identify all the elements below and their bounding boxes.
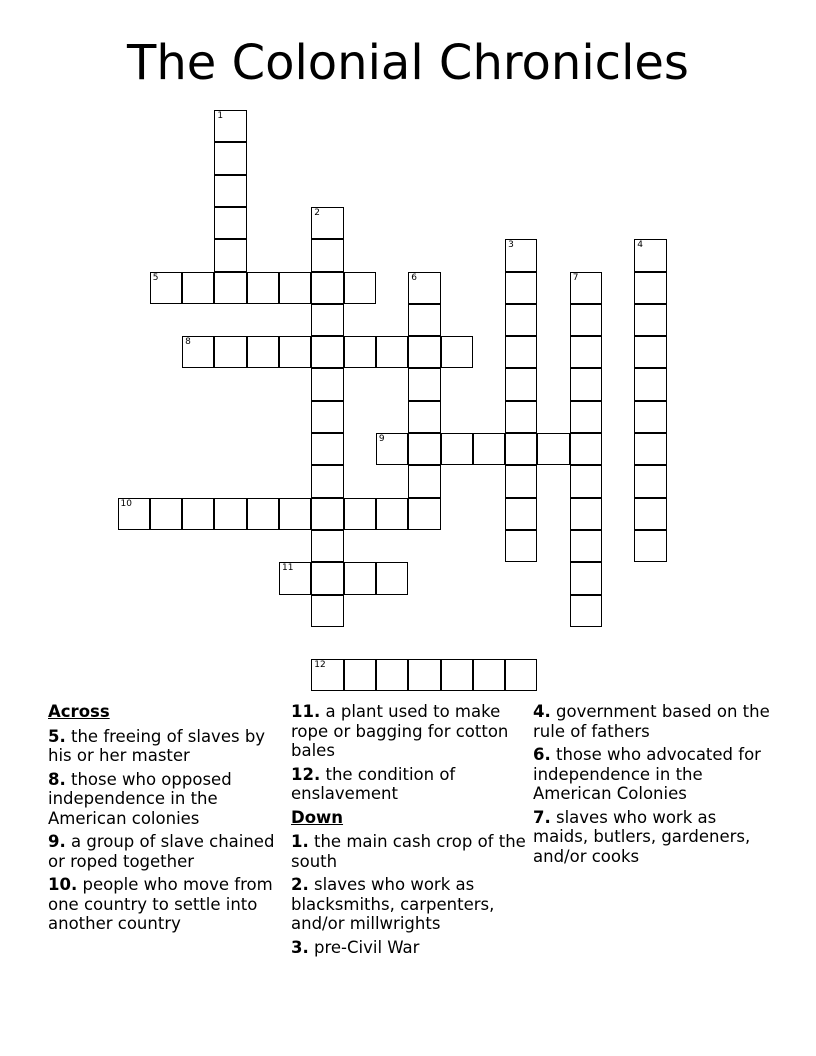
clue-down-7: 7. slaves who work as maids, butlers, gardeners, and/or cooks bbox=[533, 807, 751, 866]
grid-cell[interactable] bbox=[311, 207, 343, 239]
grid-cell[interactable] bbox=[311, 659, 343, 691]
grid-cell[interactable] bbox=[634, 368, 666, 400]
grid-cell[interactable] bbox=[376, 433, 408, 465]
grid-cell[interactable] bbox=[311, 272, 343, 304]
clue-down-4: 4. government based on the rule of fathers bbox=[533, 702, 770, 741]
page-title: The Colonial Chronicles bbox=[127, 35, 689, 91]
grid-cell[interactable] bbox=[441, 336, 473, 368]
cell-number: 3 bbox=[508, 240, 514, 251]
grid-cell[interactable] bbox=[408, 498, 440, 530]
clue-across-10: 10. people who move from one country to settle into another country bbox=[48, 875, 273, 933]
grid-cell[interactable] bbox=[311, 401, 343, 433]
grid-cell[interactable] bbox=[441, 659, 473, 691]
grid-cell[interactable] bbox=[408, 433, 440, 465]
cell-number: 1 bbox=[217, 111, 224, 121]
grid-cell[interactable] bbox=[311, 465, 343, 497]
clues-column-1 bbox=[48, 702, 286, 938]
grid-cell[interactable] bbox=[505, 659, 537, 691]
grid-cell[interactable] bbox=[311, 530, 343, 562]
grid-cell[interactable] bbox=[311, 336, 343, 368]
grid-cell[interactable] bbox=[376, 562, 408, 594]
grid-cell[interactable] bbox=[214, 207, 246, 239]
grid-cell[interactable] bbox=[570, 272, 602, 304]
grid-cell[interactable] bbox=[570, 401, 602, 433]
grid-cell[interactable] bbox=[214, 142, 246, 174]
grid-cell[interactable] bbox=[570, 595, 602, 627]
cell-number: 7 bbox=[572, 272, 579, 283]
grid-cell[interactable] bbox=[505, 498, 537, 530]
grid-cell[interactable] bbox=[634, 465, 666, 497]
grid-cell[interactable] bbox=[311, 562, 343, 594]
grid-cell[interactable] bbox=[150, 272, 182, 304]
grid-cell[interactable] bbox=[505, 530, 537, 562]
clue-down-3: 3. pre-Civil War bbox=[291, 937, 420, 957]
grid-cell[interactable] bbox=[279, 498, 311, 530]
cell-number: 9 bbox=[378, 434, 385, 444]
grid-cell[interactable] bbox=[570, 336, 602, 368]
grid-cell[interactable] bbox=[570, 498, 602, 530]
grid-cell[interactable] bbox=[408, 304, 440, 336]
grid-cell[interactable] bbox=[182, 272, 214, 304]
grid-cell[interactable] bbox=[376, 659, 408, 691]
grid-cell[interactable] bbox=[214, 272, 246, 304]
grid-cell[interactable] bbox=[505, 239, 537, 271]
grid-cell[interactable] bbox=[634, 433, 666, 465]
grid-cell[interactable] bbox=[182, 336, 214, 368]
grid-cell[interactable] bbox=[505, 433, 537, 465]
grid-cell[interactable] bbox=[473, 659, 505, 691]
grid-cell[interactable] bbox=[570, 465, 602, 497]
grid-cell[interactable] bbox=[279, 272, 311, 304]
clue-across-9: 9. a group of slave chained or roped together bbox=[48, 832, 275, 871]
grid-cell[interactable] bbox=[376, 498, 408, 530]
grid-cell[interactable] bbox=[408, 465, 440, 497]
cell-number: 2 bbox=[314, 207, 321, 218]
grid-cell[interactable] bbox=[182, 498, 214, 530]
grid-cell[interactable] bbox=[505, 401, 537, 433]
grid-cell[interactable] bbox=[344, 562, 376, 594]
grid-cell[interactable] bbox=[634, 498, 666, 530]
grid-cell[interactable] bbox=[376, 336, 408, 368]
cell-number: 10 bbox=[120, 498, 132, 509]
across-heading: Across bbox=[48, 702, 110, 721]
grid-cell[interactable] bbox=[537, 433, 569, 465]
grid-cell[interactable] bbox=[279, 336, 311, 368]
cell-number: 5 bbox=[152, 272, 159, 283]
cell-number: 12 bbox=[314, 660, 326, 671]
grid-cell[interactable] bbox=[634, 304, 666, 336]
grid-cell[interactable] bbox=[473, 433, 505, 465]
grid-cell[interactable] bbox=[634, 401, 666, 433]
cell-number: 4 bbox=[637, 240, 644, 251]
grid-cell[interactable] bbox=[344, 336, 376, 368]
grid-cell[interactable] bbox=[634, 239, 666, 271]
clue-across-8: 8. those who opposed independence in the American colonies bbox=[48, 769, 232, 828]
grid-cell[interactable] bbox=[505, 304, 537, 336]
grid-cell[interactable] bbox=[344, 498, 376, 530]
clues-column-3 bbox=[533, 702, 773, 870]
grid-cell[interactable] bbox=[311, 595, 343, 627]
grid-cell[interactable] bbox=[408, 272, 440, 304]
grid-cell[interactable] bbox=[247, 498, 279, 530]
grid-cell[interactable] bbox=[408, 659, 440, 691]
grid-cell[interactable] bbox=[311, 304, 343, 336]
clue-down-2: 2. slaves who work as blacksmiths, carpenters, and/or millwrights bbox=[291, 875, 495, 933]
cell-number: 6 bbox=[411, 272, 417, 283]
grid-cell[interactable] bbox=[214, 175, 246, 207]
grid-cell[interactable] bbox=[570, 304, 602, 336]
grid-cell[interactable] bbox=[441, 433, 473, 465]
down-heading: Down bbox=[291, 807, 344, 827]
grid-cell[interactable] bbox=[570, 433, 602, 465]
grid-cell[interactable] bbox=[408, 336, 440, 368]
grid-cell[interactable] bbox=[505, 368, 537, 400]
grid-cell[interactable] bbox=[634, 530, 666, 562]
grid-cell[interactable] bbox=[505, 465, 537, 497]
cell-number: 8 bbox=[185, 337, 191, 348]
grid-cell[interactable] bbox=[408, 368, 440, 400]
grid-cell[interactable] bbox=[214, 498, 246, 530]
grid-cell[interactable] bbox=[634, 272, 666, 304]
grid-cell[interactable] bbox=[634, 336, 666, 368]
grid-cell[interactable] bbox=[344, 272, 376, 304]
grid-cell[interactable] bbox=[279, 562, 311, 594]
clue-down-1: 1. the main cash crop of the south bbox=[291, 832, 526, 871]
grid-cell[interactable] bbox=[505, 272, 537, 304]
grid-cell[interactable] bbox=[214, 336, 246, 368]
cell-number: 11 bbox=[282, 563, 294, 574]
clue-across-11: 11. a plant used to make rope or bagging for cotton bales bbox=[291, 702, 509, 760]
grid-cell[interactable] bbox=[214, 239, 246, 271]
grid-cell[interactable] bbox=[118, 498, 150, 530]
grid-cell[interactable] bbox=[505, 336, 537, 368]
grid-cell[interactable] bbox=[214, 110, 246, 142]
clue-down-6: 6. those who advocated for independence in the American Colonies bbox=[533, 745, 761, 803]
grid-cell[interactable] bbox=[311, 433, 343, 465]
grid-cell[interactable] bbox=[311, 368, 343, 400]
grid-cell[interactable] bbox=[311, 498, 343, 530]
grid-cell[interactable] bbox=[247, 272, 279, 304]
grid-cell[interactable] bbox=[344, 659, 376, 691]
grid-cell[interactable] bbox=[570, 530, 602, 562]
grid-cell[interactable] bbox=[247, 336, 279, 368]
clue-across-12: 12. the condition of enslavement bbox=[291, 764, 456, 803]
grid-cell[interactable] bbox=[408, 401, 440, 433]
grid-cell[interactable] bbox=[570, 368, 602, 400]
grid-cell[interactable] bbox=[311, 239, 343, 271]
clues-column-2 bbox=[291, 702, 531, 961]
grid-cell[interactable] bbox=[570, 562, 602, 594]
clue-across-5: 5. the freeing of slaves by his or her master bbox=[48, 726, 266, 765]
grid-cell[interactable] bbox=[150, 498, 182, 530]
